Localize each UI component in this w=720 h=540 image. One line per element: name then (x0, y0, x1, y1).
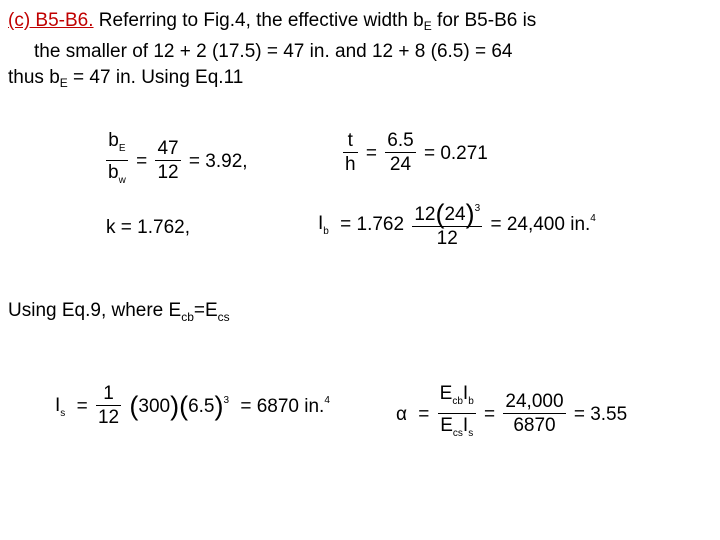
bw-sub: w (118, 175, 126, 186)
eq4-coefficient: = 1.762 (340, 213, 405, 235)
fraction-1-12: $\frac{1}{12}$ (97, 383, 120, 428)
is-sub: s (60, 407, 66, 419)
intro-paragraph (8, 8, 706, 96)
line1-text: Referring to Fig.4, the effective width b (93, 10, 424, 31)
eq4-result: = 24,400 in. (490, 214, 591, 235)
eq2-result: = 0.271 (423, 142, 488, 164)
equation-thickness-ratio (343, 130, 491, 177)
fraction-be-bw (106, 130, 128, 193)
equation-ib: $I_b = 1.762$ $\frac{12(24)^3}{12}$ = 24,400 in.$^4$ (318, 199, 596, 249)
paragraph-line-2: the smaller of 12 + 2 (17.5) = 47 in. and 12 + 8 (6.5) = 64 (34, 41, 513, 62)
fraction-24000-6870: $\frac{24,000}{6870}$ (505, 391, 564, 436)
line3-subscript: E (59, 76, 68, 90)
equation-width-ratio (106, 130, 251, 193)
paragraph-line-1 (8, 8, 706, 39)
bw-var: b (108, 162, 119, 183)
be-sub: E (118, 143, 126, 154)
equation-k: k = 1.762, (106, 217, 190, 238)
ib-sub: b (323, 225, 329, 237)
eq5-result: = 6870 in. (240, 396, 325, 417)
ib-var: I (318, 212, 324, 234)
eq1-result: = 3.92, (188, 150, 248, 172)
equals-sign: = (136, 150, 148, 172)
fraction-stiffness: $\frac{E_{cb}I_b}{E_{cs}I_s}$ (439, 383, 474, 439)
line3-post: = 47 in. Using Eq.11 (67, 67, 244, 88)
alpha-symbol: α (396, 403, 407, 425)
equation-alpha: α = $\frac{E_{cb}I_b}{E_{cs}I_s}$ = $\frac{24,000}{6870}$ = 3.55 (393, 383, 630, 446)
line1-subscript: E (423, 19, 432, 33)
paragraph-line-3 (8, 65, 706, 96)
section-heading: (c) B5-B6. (8, 10, 94, 31)
eq6-result: = 3.55 (573, 403, 628, 425)
fraction-6-5-24: $\frac{6.5}{24}$ (387, 130, 414, 175)
fraction-t-h: $\frac{t}{h}$ (345, 130, 356, 175)
equals-sign: = (365, 142, 377, 164)
fraction-ib: $\frac{12(24)^3}{12}$ (414, 199, 481, 249)
line3-pre: thus b (8, 67, 60, 88)
be-var: b (108, 130, 119, 151)
line1-tail: for B5-B6 is (431, 10, 537, 31)
equation-is: $I_s$ = $\frac{1}{12}$ $(300)(6.5)^3 = 6870$ in.$^4$ (55, 383, 330, 428)
is-var: I (55, 394, 61, 416)
paragraph-using-eq9: Using Eq.9, where $E_{cb}=E_{cs}$ (8, 300, 230, 324)
fraction-47-12: $\frac{47}{12}$ (157, 138, 179, 183)
